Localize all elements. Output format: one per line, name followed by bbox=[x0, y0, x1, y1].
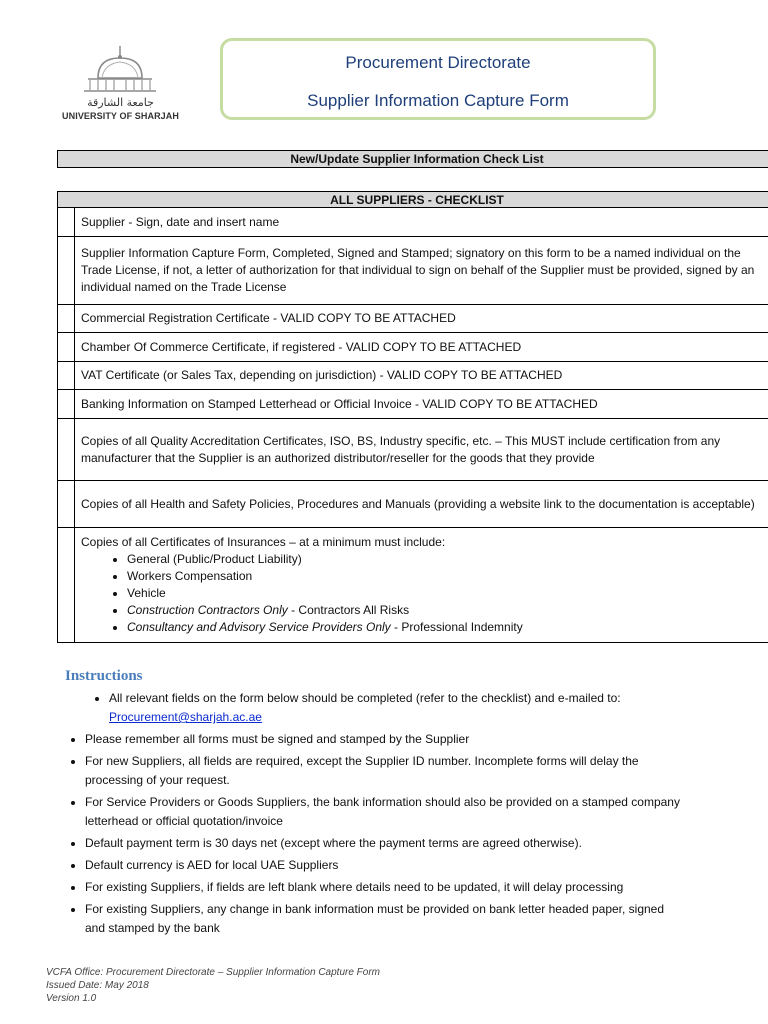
instructions-heading: Instructions bbox=[65, 668, 143, 684]
footer-office: VCFA Office: Procurement Directorate – Supplier Information Capture Form bbox=[46, 967, 381, 978]
checkbox-cell[interactable] bbox=[58, 419, 75, 481]
list-item bbox=[109, 689, 685, 727]
table-row bbox=[58, 305, 768, 333]
list-item: • Default payment term is 30 days net (except where the payment terms are agreed otherwise). bbox=[85, 834, 685, 853]
instructions-list bbox=[65, 689, 685, 938]
list-item: • For Service Providers or Goods Suppliers, the bank information should also be provided on a stamped company letterhead or official quotation/invoice bbox=[85, 793, 685, 831]
checklist-item: VAT Certificate (or Sales Tax, depending on jurisdiction) - VALID COPY TO BE ATTACHED bbox=[75, 362, 768, 390]
table-row bbox=[58, 390, 768, 419]
checklist-header-row bbox=[58, 192, 768, 208]
checklist-heading: ALL SUPPLIERS - CHECKLIST bbox=[58, 192, 768, 208]
list-item bbox=[127, 619, 768, 636]
checkbox-cell[interactable] bbox=[58, 333, 75, 362]
list-item: • General (Public/Product Liability) bbox=[127, 551, 768, 568]
logo-arabic-name: جامعة الشارقة bbox=[87, 96, 154, 109]
page-footer bbox=[46, 966, 380, 1005]
list-item: • Vehicle bbox=[127, 585, 768, 602]
checklist-banner: New/Update Supplier Information Check List bbox=[57, 150, 768, 168]
checkbox-cell[interactable] bbox=[58, 305, 75, 333]
table-row bbox=[58, 208, 768, 237]
table-row bbox=[58, 528, 768, 643]
form-title: Supplier Information Capture Form bbox=[307, 91, 569, 110]
list-item: • Workers Compensation bbox=[127, 568, 768, 585]
footer-version: Version 1.0 bbox=[46, 993, 97, 1004]
list-item: • For existing Suppliers, if fields are left blank where details need to be updated, it will delay processing bbox=[85, 878, 685, 897]
list-item bbox=[127, 602, 768, 619]
checklist-item: Chamber Of Commerce Certificate, if registered - VALID COPY TO BE ATTACHED bbox=[75, 333, 768, 362]
table-row bbox=[58, 481, 768, 528]
checkbox-cell[interactable] bbox=[58, 362, 75, 390]
procurement-email-link[interactable]: Procurement@sharjah.ac.ae bbox=[109, 710, 262, 724]
checkbox-cell[interactable] bbox=[58, 528, 75, 643]
checklist-item: Copies of all Health and Safety Policies, Procedures and Manuals (providing a website link to the documentation is acceptable) bbox=[75, 481, 768, 528]
list-item-qualifier: Construction Contractors Only bbox=[127, 603, 288, 617]
directorate-title: Procurement Directorate bbox=[345, 53, 531, 72]
list-item: • Default currency is AED for local UAE Suppliers bbox=[85, 856, 685, 875]
footer-issued-date: Issued Date: May 2018 bbox=[46, 980, 149, 991]
instructions-section bbox=[65, 668, 685, 941]
supplier-checklist-table bbox=[57, 191, 768, 643]
checklist-item: Commercial Registration Certificate - VALID COPY TO BE ATTACHED bbox=[75, 305, 768, 333]
dome-icon bbox=[58, 44, 183, 96]
table-row bbox=[58, 362, 768, 390]
checkbox-cell[interactable] bbox=[58, 237, 75, 305]
insurance-intro: Copies of all Certificates of Insurances – at a minimum must include: bbox=[81, 535, 446, 549]
checkbox-cell[interactable] bbox=[58, 208, 75, 237]
checklist-item: Banking Information on Stamped Letterhead or Official Invoice - VALID COPY TO BE ATTACHED bbox=[75, 390, 768, 419]
table-row bbox=[58, 237, 768, 305]
instruction-text: All relevant fields on the form below should be completed (refer to the checklist) and e-mailed to: bbox=[109, 691, 621, 705]
list-item: • Please remember all forms must be signed and stamped by the Supplier bbox=[85, 730, 685, 749]
checklist-item: Copies of all Quality Accreditation Certificates, ISO, BS, Industry specific, etc. – This MUST include certification from any manufacturer that the Supplier is an authorized distributor/reseller for the goods that they provide bbox=[75, 419, 768, 481]
insurance-checklist-item bbox=[75, 528, 768, 643]
university-logo bbox=[58, 44, 198, 126]
checklist-item: Supplier - Sign, date and insert name bbox=[75, 208, 768, 237]
table-row bbox=[58, 333, 768, 362]
list-item: • For existing Suppliers, any change in bank information must be provided on bank letter headed paper, signed and stamped by the bank bbox=[85, 900, 685, 938]
checklist-item: Supplier Information Capture Form, Completed, Signed and Stamped; signatory on this form to be a named individual on the Trade License, if not, a letter of authorization for that individual to sign on behalf of the Supplier must be provided, signed by an individual named on the Trade License bbox=[75, 237, 768, 305]
list-item-text: - Professional Indemnity bbox=[390, 620, 523, 634]
table-row bbox=[58, 419, 768, 481]
checkbox-cell[interactable] bbox=[58, 390, 75, 419]
form-title-box bbox=[220, 38, 656, 120]
list-item: • For new Suppliers, all fields are required, except the Supplier ID number. Incomplete forms will delay the processing of your request. bbox=[85, 752, 685, 790]
checkbox-cell[interactable] bbox=[58, 481, 75, 528]
logo-english-name: UNIVERSITY OF SHARJAH bbox=[62, 111, 179, 121]
insurance-list bbox=[81, 551, 768, 636]
list-item-text: - Contractors All Risks bbox=[287, 603, 410, 617]
list-item-qualifier: Consultancy and Advisory Service Providers Only bbox=[127, 620, 391, 634]
